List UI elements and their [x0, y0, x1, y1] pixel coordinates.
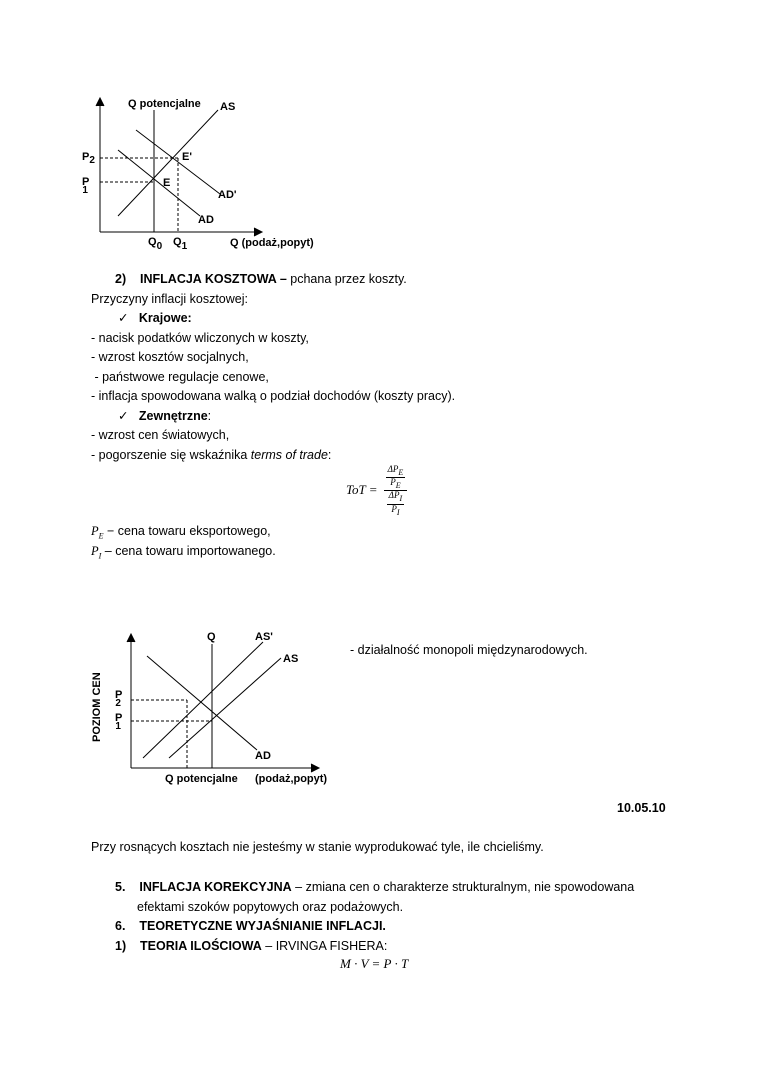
graph1-p1-label: P 1 [82, 176, 90, 196]
tot-formula: ToT = $\frac{\frac{\Delta P_E}{P_E}}{\frac{\Delta P_I}{P_I}}$ [346, 465, 407, 517]
monopoly-note: - działalność monopoli międzynarodowych. [350, 643, 588, 657]
graph1-ad-prime-label: AD' [218, 189, 237, 201]
graph-cost-inflation [85, 622, 350, 792]
graph1-e-label: E [163, 177, 171, 189]
graph1-y-arrow [96, 98, 104, 106]
formula-mv: M · V = P · T [340, 956, 409, 971]
domestic-item: - wzrost kosztów socjalnych, [91, 350, 249, 364]
graph2-y-arrow [127, 634, 135, 642]
item5-line1: 5. INFLACJA KOREKCYJNA – zmiana cen o charakterze strukturalnym, nie spowodowana [115, 880, 635, 894]
graph2-ad-line [147, 656, 257, 750]
check-icon: ✓ [118, 409, 129, 423]
graph2-x-axis-label-1: Q potencjalne [165, 773, 238, 785]
domestic-item: - państwowe regulacje cenowe, [91, 370, 269, 384]
graph1-x-arrow [254, 228, 262, 236]
graph1-q1-label: Q1 [173, 236, 188, 252]
domestic-item: - inflacja spowodowana walką o podział dochodów (koszty pracy). [91, 389, 456, 403]
graph1-as-label: AS [220, 101, 236, 113]
date: 10.05.10 [617, 801, 666, 815]
section2-heading: 2) INFLACJA KOSZTOWA – pchana przez koszty. [115, 272, 407, 286]
item5-line2: efektami szoków popytowych oraz podażowych. [137, 900, 404, 914]
graph1-q-potential-label: Q potencjalne [128, 98, 201, 110]
graph2-ad-label: AD [255, 750, 271, 762]
graph2-p2-label: P 2 [115, 689, 123, 709]
graph2-as-prime-label: AS' [255, 631, 273, 643]
graph1-q0-label: Q0 [148, 236, 163, 252]
graph2-q-label: Q [207, 631, 216, 643]
external-label: ✓ Zewnętrzne: [118, 409, 212, 423]
external-item: - pogorszenie się wskaźnika terms of trade: [91, 448, 332, 462]
definition-pe: $P_E$ − cena towaru eksportowego, [91, 524, 271, 541]
graph1-e-prime-label: E' [182, 151, 192, 163]
graph2-x-axis-label-2: (podaż,popyt) [255, 773, 328, 785]
graph1-x-axis-label: Q (podaż,popyt) [230, 237, 314, 249]
graph2-as-label: AS [283, 653, 299, 665]
graph1-ad-label: AD [198, 214, 214, 226]
domestic-label: ✓ Krajowe: [118, 311, 192, 325]
check-icon: ✓ [118, 311, 129, 325]
item6: 6. TEORETYCZNE WYJAŚNIANIE INFLACJI. [115, 919, 386, 933]
graph2-as-line [169, 658, 281, 758]
graph1-as-line [118, 110, 218, 216]
graph1-p2-label: P2 [82, 151, 95, 166]
external-item: - wzrost cen światowych, [91, 428, 230, 442]
rising-costs-text: Przy rosnących kosztach nie jesteśmy w stanie wyprodukować tyle, ile chcieliśmy. [91, 840, 544, 854]
graph2-p1-label: P 1 [115, 712, 123, 732]
graph-demand-inflation [70, 90, 340, 260]
section2-intro: Przyczyny inflacji kosztowej: [91, 292, 248, 306]
domestic-item: - nacisk podatków wliczonych w koszty, [91, 331, 309, 345]
theory1: 1) TEORIA ILOŚCIOWA – IRVINGA FISHERA: [115, 939, 388, 953]
definition-pi: $P_I$ – cena towaru importowanego. [91, 544, 276, 561]
graph2-y-axis-label: POZIOM CEN [91, 672, 103, 742]
graph2-x-arrow [311, 764, 319, 772]
